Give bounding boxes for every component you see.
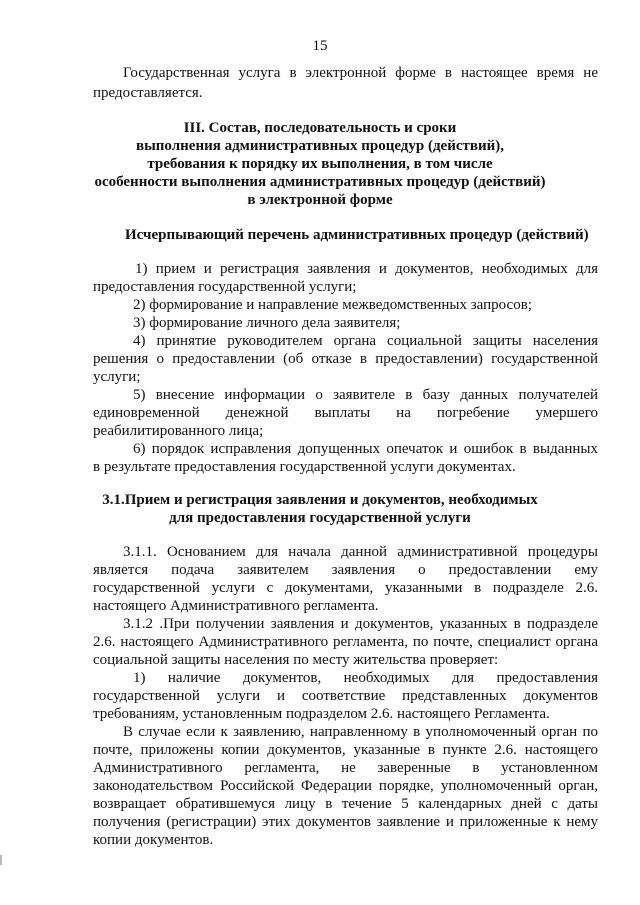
body-line: государственной услуги и соответствие представленных документов xyxy=(93,688,598,704)
body-line: возвращает обратившемуся лицу в течение 5 календарных дней с даты xyxy=(93,796,598,812)
intro-line: предоставляется. xyxy=(93,85,203,101)
body-line: 1) наличие документов, необходимых для предоставления xyxy=(133,670,598,686)
page-number: 15 xyxy=(312,38,328,54)
body-line: законодательством Российской Федерации порядке, уполномоченный орган, xyxy=(93,778,598,794)
section-heading-line: особенности выполнения административных процедур (действий) xyxy=(94,174,546,190)
intro-line: Государственная услуга в электронной форме в настоящее время не xyxy=(123,65,598,81)
body-line: почте, приложены копии документов, указанные в пункте 2.6. настоящего xyxy=(93,742,598,758)
body-line: является подача заявителем заявления о предоставлении ему xyxy=(93,562,598,578)
subsection-heading-line: для предоставления государственной услуги xyxy=(169,510,471,526)
body-line: государственной услуги с документами, указанными в подразделе 2.6. xyxy=(93,580,598,596)
body-line: настоящего Административного регламента. xyxy=(93,598,379,614)
section-heading-line: выполнения административных процедур (действий), xyxy=(135,138,505,154)
body-line: В случае если к заявлению, направленному в уполномоченный орган по xyxy=(123,724,598,740)
section-heading-line: в электронной форме xyxy=(247,192,393,208)
list-heading: Исчерпывающий перечень административных процедур (действий) xyxy=(125,227,589,243)
section-heading-line: III. Состав, последовательность и сроки xyxy=(183,120,457,136)
body-line: требованиям, установленным подразделом 2.6. настоящего Регламента. xyxy=(93,706,550,722)
body-line: 3.1.2 .При получении заявления и документов, указанных в подразделе xyxy=(123,616,598,632)
list-line: 2) формирование и направление межведомственных запросов; xyxy=(133,297,532,313)
list-line: в результате предоставления государственной услуги документах. xyxy=(93,459,516,475)
list-line: 6) порядок исправления допущенных опечаток и ошибок в выданных xyxy=(133,441,598,457)
body-line: социальной защиты населения по месту жительства проверяет: xyxy=(93,652,499,668)
scan-edge-mark xyxy=(0,855,2,865)
list-line: 1) прием и регистрация заявления и документов, необходимых для xyxy=(135,261,598,277)
list-line: единовременной денежной выплаты на погребение умершего xyxy=(93,405,598,421)
list-line: решения о предоставлении (об отказе в предоставлении) государственной xyxy=(93,351,598,367)
list-line: услуги; xyxy=(93,369,141,385)
body-line: 2.6. настоящего Административного регламента, по почте, специалист органа xyxy=(93,634,598,650)
list-line: 5) внесение информации о заявителе в базу данных получателей xyxy=(133,387,598,403)
body-line: копии документов. xyxy=(93,832,214,848)
section-heading-line: требования к порядку их выполнения, в том числе xyxy=(147,156,493,172)
list-line: 4) принятие руководителем органа социальной защиты населения xyxy=(133,333,598,349)
list-line: предоставления государственной услуги; xyxy=(93,279,357,295)
list-line: 3) формирование личного дела заявителя; xyxy=(133,315,401,331)
body-line: получения (регистрации) этих документов заявление и приложенные к нему xyxy=(93,814,598,830)
body-line: 3.1.1. Основанием для начала данной административной процедуры xyxy=(123,544,598,560)
list-line: реабилитированного лица; xyxy=(93,423,264,439)
subsection-heading-line: 3.1.Прием и регистрация заявления и документов, необходимых xyxy=(102,492,538,508)
body-line: Административного регламента, не заверенные в установленном xyxy=(93,760,598,776)
